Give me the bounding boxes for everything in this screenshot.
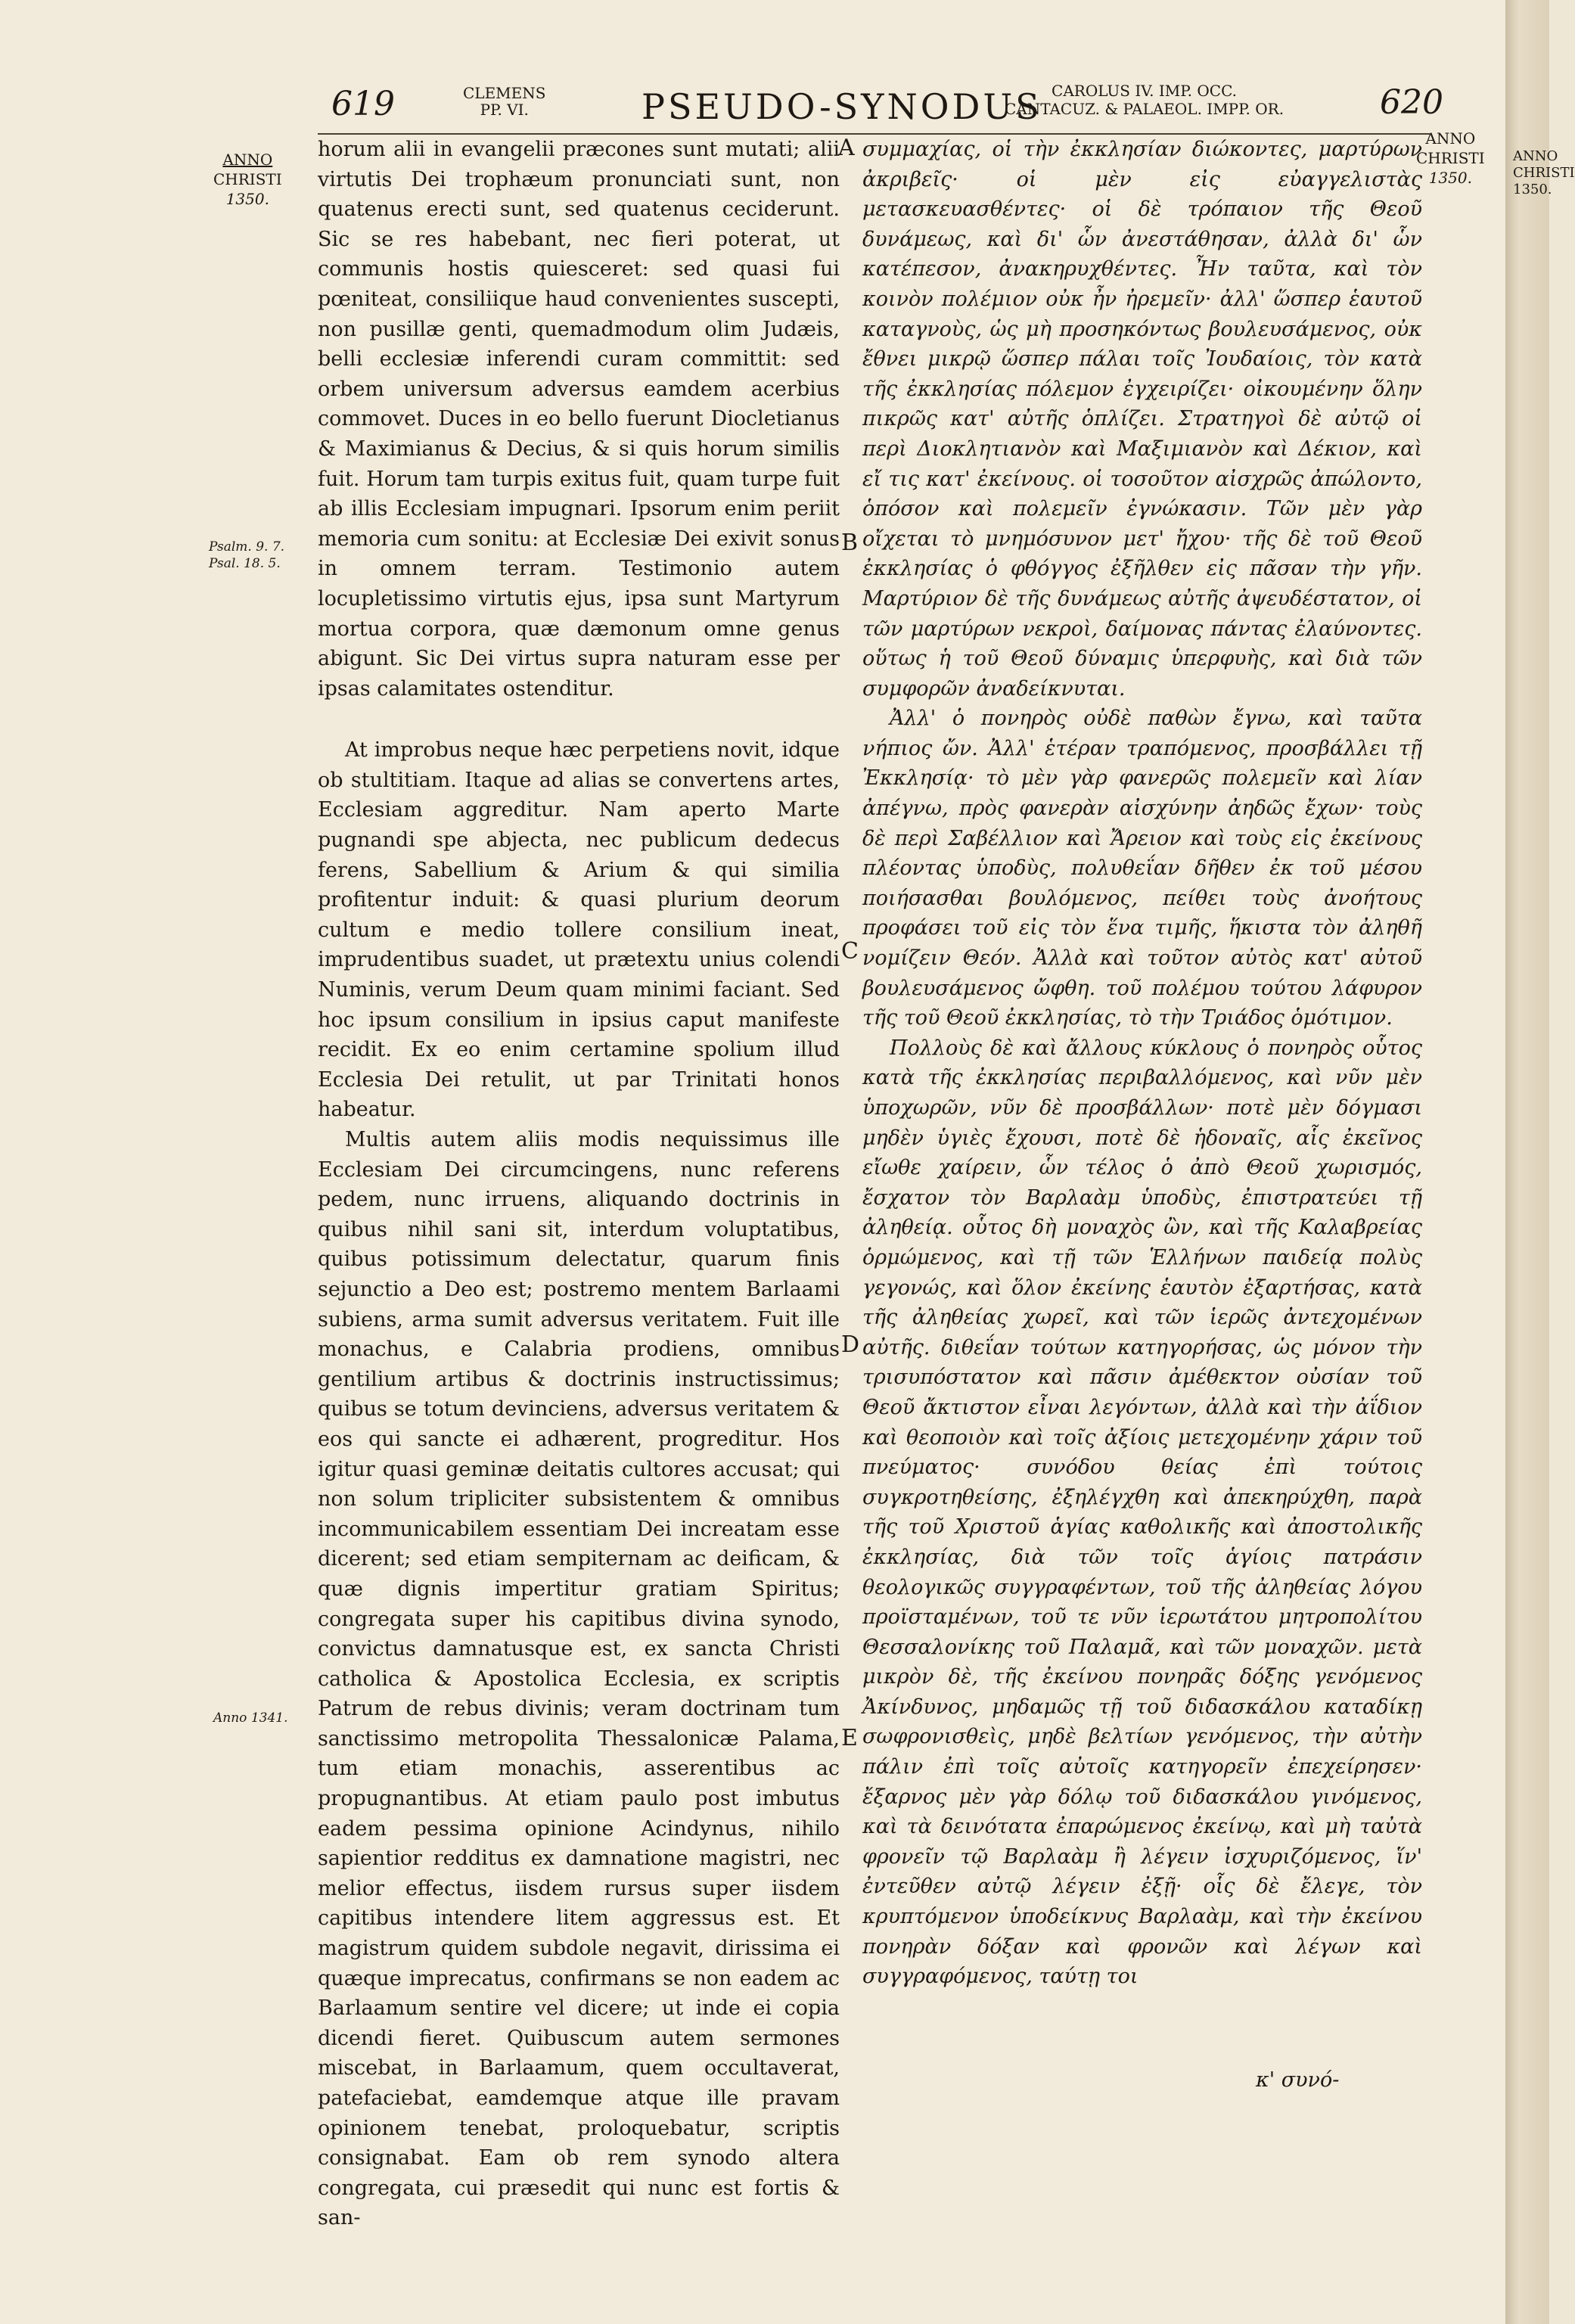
greek-paragraph-2: Ἀλλ' ὁ πονηρὸς οὐδὲ παθὼν ἔγνω, καὶ ταῦτα νήπιος ὤν. Ἀλλ' ἑτέραν τραπόμενος, προσβάλλει τῇ Ἐκκλησίᾳ· τὸ μὲν γὰρ φανερῶς πολεμεῖν καὶ λίαν ἀπέγνω, πρὸς φανερὰν αἰσχύνην ἀηδῶς ἔχων· τοὺς δὲ περὶ Σαβέλλιον καὶ Ἄρειον καὶ τοὺς εἰς ἐκείνους πλέοντας ὑποδὺς, πολυθεΐαν δῆθεν ἐκ τοῦ μέσου ποιήσασθαι βουλόμενος, πείθει τοὺς ἀνοήτους προφάσει τοῦ εἰς τὸν ἕνα τιμῆς, ἥκιστα τὸν ἀληθῆ νομίζειν Θεόν. Ἀλλὰ καὶ τοῦτον αὐτὸς κατ' αὐτοῦ βουλευσάμενος ὤφθη. τοῦ πολέμου τούτου λάφυρον τῆς τοῦ Θεοῦ ἐκκλησίας, τὸ τὴν Τριάδος ὁμότιμον. — [862, 707, 1422, 1030]
latin-paragraph-2: At improbus neque hæc perpetiens novit, idque ob stultitiam. Itaque ad alias se convertens artes, Ecclesiam aggreditur. Nam aperto Marte pugnandi spe abjecta, nec publicum dedecus ferens, Sabellium & Arium & qui similia profitentur induit: & quasi plurium deorum cultum e medio tollere consilium ineat, imprudentibus suadet, ut prætextu unius colendi Numinis, verum Deum quam minimi faciant. Sed hoc ipsum consilium in ipsius caput manifeste recidit. Ex eo enim certamine spolium illud Ecclesia Dei retulit, ut par Trinitati honos habeatur. — [318, 738, 840, 1122]
latin-paragraph-1: horum alii in evangelii præcones sunt mutati; alii virtutis Dei trophæum pronunciati sunt, non quatenus erecti sunt, sed quatenus ceciderunt. Sic se res habebant, nec fieri poterat, ut communis hostis quiesceret: sed quasi fui pœniteat, consiliique haud convenientes suscepti, non pusillæ genti, quemadmodum olim Judæis, belli ecclesiæ inferendi curam committit: sed orbem universum adversus eamdem acerbius commovet. Duces in eo bello fuerunt Diocletianus & Maximianus & Decius, & si quis horum similis fuit. Horum tam turpis exitus fuit, quam turpe fuit ab illis Ecclesiam impugnari. Ipsorum enim periit memoria cum sonitu: at Ecclesiæ Dei exivit sonus in omnem terram. Testimonio autem locupletissimo virtutis ejus, ipsa sunt Martyrum mortua corpora, quæ dæmonum omne genus abigunt. Sic Dei virtus supra naturam esse per ipsas calamitates ostenditur. — [318, 138, 840, 701]
running-header — [0, 79, 1505, 132]
greek-paragraph-1: συμμαχίας, οἱ τὴν ἐκκλησίαν διώκοντες, μαρτύρων ἀκριβεῖς· οἱ μὲν εἰς εὐαγγελιστὰς μετασκευασθέντες· οἱ δὲ τρόπαιον τῆς Θεοῦ δυνάμεως, καὶ δι' ὧν ἀνεστάθησαν, ἀλλὰ δι' ὧν κατέπεσον, ἀνακηρυχθέντες. Ἦν ταῦτα, καὶ τὸν κοινὸν πολέμιον οὐκ ἦν ἠρεμεῖν· ἀλλ' ὥσπερ ἑαυτοῦ καταγνοὺς, ὡς μὴ προσηκόντως βουλευσάμενος, οὐκ ἔθνει μικρῷ ὥσπερ πάλαι τοῖς Ἰουδαίοις, τὸν κατὰ τῆς ἐκκλησίας πόλεμον ἐγχειρίζει· οἰκουμένην ὅλην πικρῶς κατ' αὐτῆς ὁπλίζει. Στρατηγοὶ δὲ αὐτῷ οἱ περὶ Διοκλητιανὸν καὶ Μαξιμιανὸν καὶ Δέκιον, καὶ εἴ τις κατ' ἐκείνους. οἱ τοσοῦτον αἰσχρῶς ἀπώλοντο, ὁπόσον καὶ πολεμεῖν ἐγνώκασιν. Τῶν μὲν γὰρ οἴχεται τὸ μνημόσυνον μετ' ἤχου· τῆς δὲ τοῦ Θεοῦ ἐκκλησίας ὁ φθόγγος ἐξῆλθεν εἰς πᾶσαν τὴν γῆν. Μαρτύριον δὲ τῆς δυνάμεως αὐτῆς ἀψευδέστατον, οἱ τῶν μαρτύρων νεκροὶ, δαίμονας πάντας ἐλαύνοντες. οὕτως ἡ τοῦ Θεοῦ δύναμις ὑπερφυὴς, καὶ διὰ τῶν συμφορῶν ἀναδείκνυται. — [862, 138, 1422, 701]
anno-christi-left: ANNO CHRISTI 1350. — [213, 151, 282, 208]
section-letter-a: A — [838, 135, 855, 161]
greek-column — [862, 135, 1422, 1992]
section-letter-b: B — [841, 530, 859, 556]
catchword: κ' συνό- — [1256, 2068, 1340, 2092]
section-letter-c: C — [841, 938, 859, 965]
page-number-right: 620 — [1380, 83, 1443, 122]
page-number-left: 619 — [331, 85, 395, 123]
latin-column — [318, 135, 840, 2233]
latin-paragraph-3: Multis autem aliis modis nequissimus ille Ecclesiam Dei circumcingens, nunc referens pedem, nunc irruens, aliquando doctrinis in quibus nihil sani sit, interdum voluptatibus, quibus potissimum delectatur, quarum finis sejunctio a Deo est; postremo mentem Barlaami subiens, arma sumit adversus veritatem. Fuit ille monachus, e Calabria prodiens, omnibus gentilium artibus & doctrinis instructissimus; quibus se totum devinciens, adversus veritatem & eos qui sancte ei adhærent, progreditur. Hos igitur quasi geminæ deitatis cultores accusat; qui non solum tripliciter subsistentem & omnibus incommunicabilem essentiam Dei increatam esse dicerent; sed etiam sempiternam ac deificam, & quæ dignis impertitur gratiam Spiritus; congregata super his capitibus divina synodo, convictus damnatusque est, ex sancta Christi catholica & Apostolica Ecclesia, ex scriptis Patrum de rebus divinis; veram doctrinam tum sanctissimo metropolita Thessalonicæ Palama, tum etiam monachis, asserentibus ac propugnantibus. At etiam paulo post imbutus eadem pessima opinione Acindynus, nihilo sapientior redditus ex damnatione magistri, nec melior effectus, iisdem rursus super iisdem capitibus intendere litem aggressus est. Et magistrum quidem subdole negavit, dirissima ei quæque imprecatus, confirmans se non eadem ac Barlaamum sentire vel dicere; ut inde ei copia dicendi fieret. Quibuscum autem sermones miscebat, in Barlaamum, quem occultaverat, patefaciebat, eamdemque atque ille pravam opinionem tenebat, proloquebatur, scriptis consignabat. Eam ob rem synodo altera congregata, cui præsedit qui nunc est fortis & san- — [318, 1128, 840, 2230]
year-ref: Anno 1341. — [213, 1710, 288, 1726]
anno-christi-right: ANNO CHRISTI 1350. — [1416, 129, 1485, 187]
section-letter-e: E — [841, 1725, 858, 1751]
greek-paragraph-3: Πολλοὺς δὲ καὶ ἄλλους κύκλους ὁ πονηρὸς οὗτος κατὰ τῆς ἐκκλησίας περιβαλλόμενος, καὶ νῦν μὲν ὑποχωρῶν, νῦν δὲ προσβάλλων· ποτὲ μὲν δόγμασι μηδὲν ὑγιὲς ἔχουσι, ποτὲ δὲ ἡδοναῖς, αἷς ἐκεῖνος εἴωθε χαίρειν, ὧν τέλος ὁ ἀπὸ Θεοῦ χωρισμός, ἔσχατον τὸν Βαρλαὰμ ὑποδὺς, ἐπιστρατεύει τῇ ἀληθείᾳ. οὗτος δὴ μοναχὸς ὢν, καὶ τῆς Καλαβρείας ὁρμώμενος, καὶ τῇ τῶν Ἑλλήνων παιδείᾳ πολὺς γεγονώς, καὶ ὅλον ἐκείνης ἑαυτὸν ἐξαρτήσας, κατὰ τῆς ἀληθείας χωρεῖ, καὶ τῶν ἱερῶς ἀντεχομένων αὐτῆς. διθεΐαν τούτων κατηγορήσας, ὡς μόνον τὴν τρισυπόστατον καὶ πᾶσιν ἀμέθεκτον οὐσίαν τοῦ Θεοῦ ἄκτιστον εἶναι λεγόντων, ἀλλὰ καὶ τὴν ἀΐδιον καὶ θεοποιὸν καὶ τοῖς ἀξίοις μετεχομένην χάριν τοῦ πνεύματος· συνόδου θείας ἐπὶ τούτοις συγκροτηθείσης, ἐξηλέγχθη καὶ ἀπεκηρύχθη, παρὰ τῆς τοῦ Χριστοῦ ἁγίας καθολικῆς καὶ ἀποστολικῆς ἐκκλησίας, διὰ τῶν τοῖς ἁγίοις πατράσιν θεολογικῶς συγγραφέντων, τοῦ τῆς ἀληθείας λόγου προϊσταμένων, τοῦ τε νῦν ἱερωτάτου μητροπολίτου Θεσσαλονίκης τοῦ Παλαμᾶ, καὶ τῶν μοναχῶν. μετὰ μικρὸν δὲ, τῆς ἐκείνου πονηρᾶς δόξης γενόμενος Ἀκίνδυνος, μηδαμῶς τῇ τοῦ διδασκάλου καταδίκῃ σωφρονισθεὶς, μηδὲ βελτίων γενόμενος, τὴν αὐτὴν πάλιν ἐπὶ τοῖς αὐτοῖς κατηγορεῖν ἐπεχείρησεν· ἔξαρνος μὲν γὰρ δόλῳ τοῦ διδασκάλου γινόμενος, καὶ τὰ δεινότατα ἐπαρώμενος ἐκείνῳ, καὶ μὴ ταὐτὰ φρονεῖν τῷ Βαρλαὰμ ἢ λέγειν ἰσχυριζόμενος, ἵν' ἐντεῦθεν αὐτῷ λέγειν ἐξῇ· οἷς δὲ ἔλεγε, τὸν κρυπτόμενον ὑποδείκνυς Βαρλαὰμ, καὶ τὴν ἐκείνου πονηρὰν δόξαν καὶ φρονῶν καὶ λέγων καὶ συγγραφόμενος, ταύτῃ τοι — [862, 1036, 1422, 1989]
header-pope: CLEMENS PP. VI. — [463, 84, 546, 119]
page-title: PSEUDO-SYNODUS — [641, 86, 1042, 127]
psalm-ref-1: Psalm. 9. 7. — [209, 539, 285, 555]
section-letter-d: D — [841, 1331, 860, 1358]
psalm-ref-2: Psal. 18. 5. — [209, 556, 281, 571]
header-emperors: CAROLUS IV. IMP. OCC. CANTACUZ. & PALAEOL. IMPP. OR. — [1005, 82, 1285, 118]
next-page-edge: ANNO CHRISTI 1350. — [1505, 0, 1549, 2324]
